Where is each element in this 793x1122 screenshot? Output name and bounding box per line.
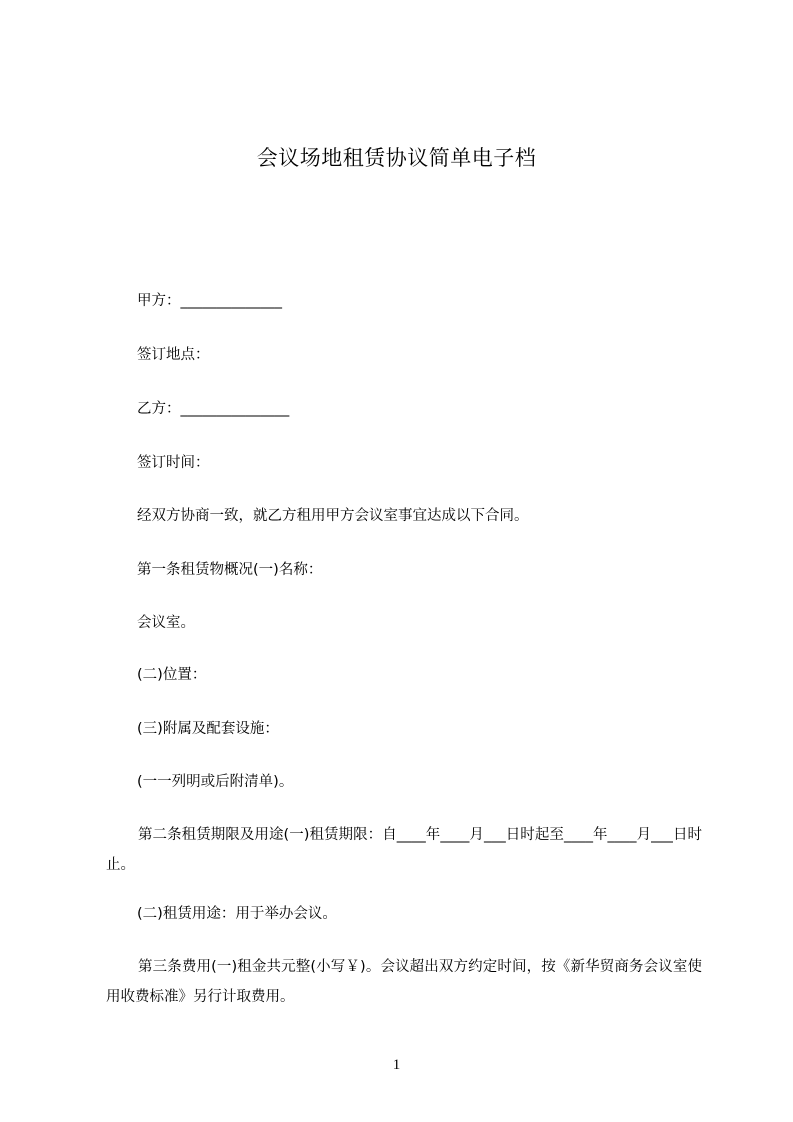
document-title: 会议场地租赁协议简单电子档 [256, 146, 537, 170]
signing-time-line: 签订时间： [137, 455, 210, 471]
page-number: 1 [392, 1057, 401, 1073]
party-a-line: 甲方：______________ [137, 293, 282, 309]
party-b-line: 乙方：_______________ [137, 401, 290, 417]
article-2-lease-use: (二)租赁用途：用于举办会议。 [137, 906, 337, 922]
article-1-location: (二)位置： [137, 667, 207, 683]
article-1-facilities: (三)附属及配套设施： [137, 721, 279, 737]
article-1-name-value: 会议室。 [137, 615, 195, 631]
agreement-intro: 经双方协商一致，就乙方租用甲方会议室事宜达成以下合同。 [137, 508, 529, 524]
signing-place-line: 签订地点： [137, 347, 210, 363]
article-2-lease-term: 第二条租赁期限及用途(一)租赁期限：自____年____月___日时起至____年____月___日时止。 [106, 827, 702, 873]
article-1-facilities-note: (一一列明或后附清单)。 [137, 774, 294, 790]
article-3-fees: 第三条费用(一)租金共元整(小写￥)。会议超出双方约定时间，按《新华贸商务会议室使用收费标准》另行计取费用。 [106, 959, 702, 1005]
article-1-heading: 第一条租赁物概况(一)名称： [137, 562, 323, 578]
